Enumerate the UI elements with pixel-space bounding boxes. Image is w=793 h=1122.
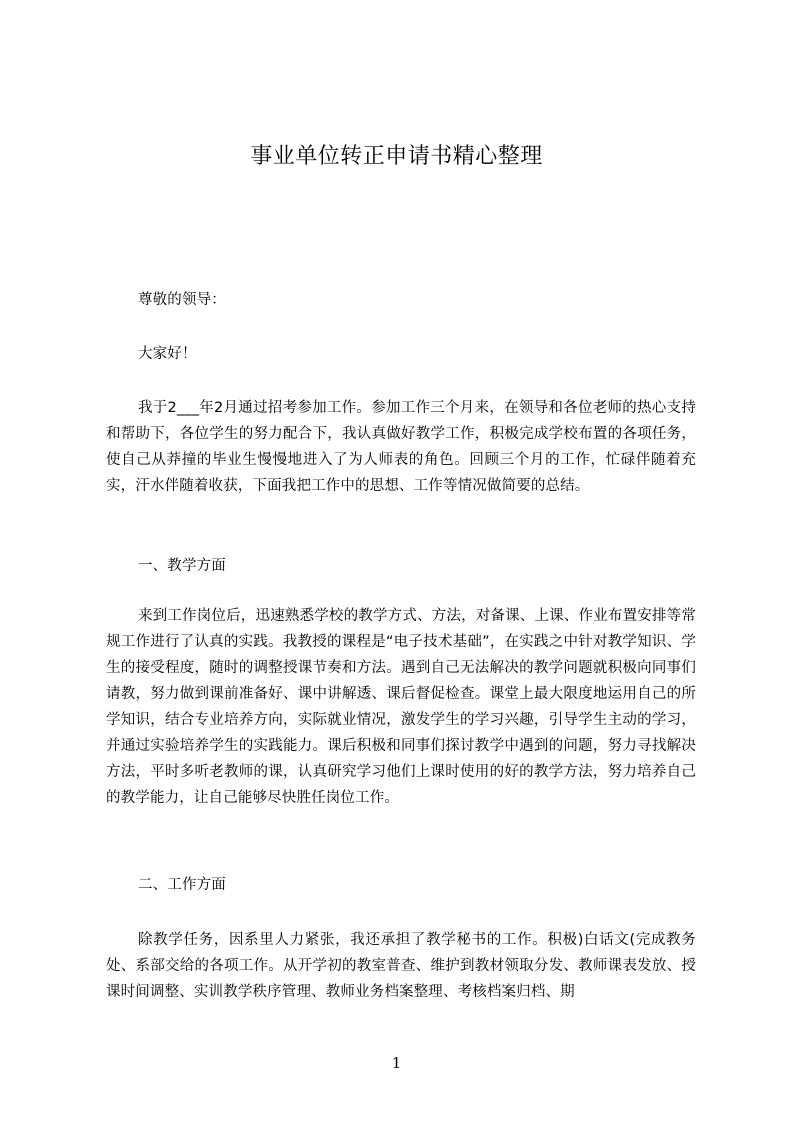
paragraph-work: 除教学任务，因系里人力紧张，我还承担了教学秘书的工作。积极)白话文(完成教务处、系部交给的各项工作。从开学初的教室普查、维护到教材领取分发、教师课表发放、授课时间调整、实训教学秩序管理、教师业务档案整理、考核档案归档、期 — [106, 932, 696, 1000]
document-title: 事业单位转正申请书精心整理 — [250, 144, 543, 169]
section-heading-teaching: 一、教学方面 — [138, 558, 226, 574]
paragraph-teaching: 来到工作岗位后，迅速熟悉学校的教学方式、方法，对备课、上课、作业布置安排等常规工作进行了认真的实践。我教授的课程是“电子技术基础”，在实践之中针对教学知识、学生的接受程度，随时的调整授课节奏和方法。遇到自己无法解决的教学问题就积极向同事们请教，努力做到课前准备好、课中讲解透、课后督促检查。课堂上最大限度地运用自己的所学知识，结合专业培养方向，实际就业情况，激发学生的学习兴趣，引导学生主动的学习，并通过实验培养学生的实践能力。课后积极和同事们探讨教学中遇到的问题，努力寻找解决方法，平时多听老教师的课，认真研究学习他们上课时使用的好的教学方法，努力培养自己的教学能力，让自己能够尽快胜任岗位工作。 — [106, 608, 696, 806]
page-number: 1 — [391, 1054, 402, 1072]
paragraph-intro: 我于2___年2月通过招考参加工作。参加工作三个月来，在领导和各位老师的热心支持和帮助下，各位学生的努力配合下，我认真做好教学工作，积极完成学校布置的各项任务，使自己从莽撞的毕业生慢慢地进入了为人师表的角色。回顾三个月的工作，忙碌伴随着充实，汗水伴随着收获，下面我把工作中的思想、工作等情况做简要的总结。 — [106, 400, 696, 494]
section-heading-work: 二、工作方面 — [138, 877, 226, 893]
greeting: 大家好！ — [138, 346, 197, 362]
salutation: 尊敬的领导： — [138, 292, 226, 308]
